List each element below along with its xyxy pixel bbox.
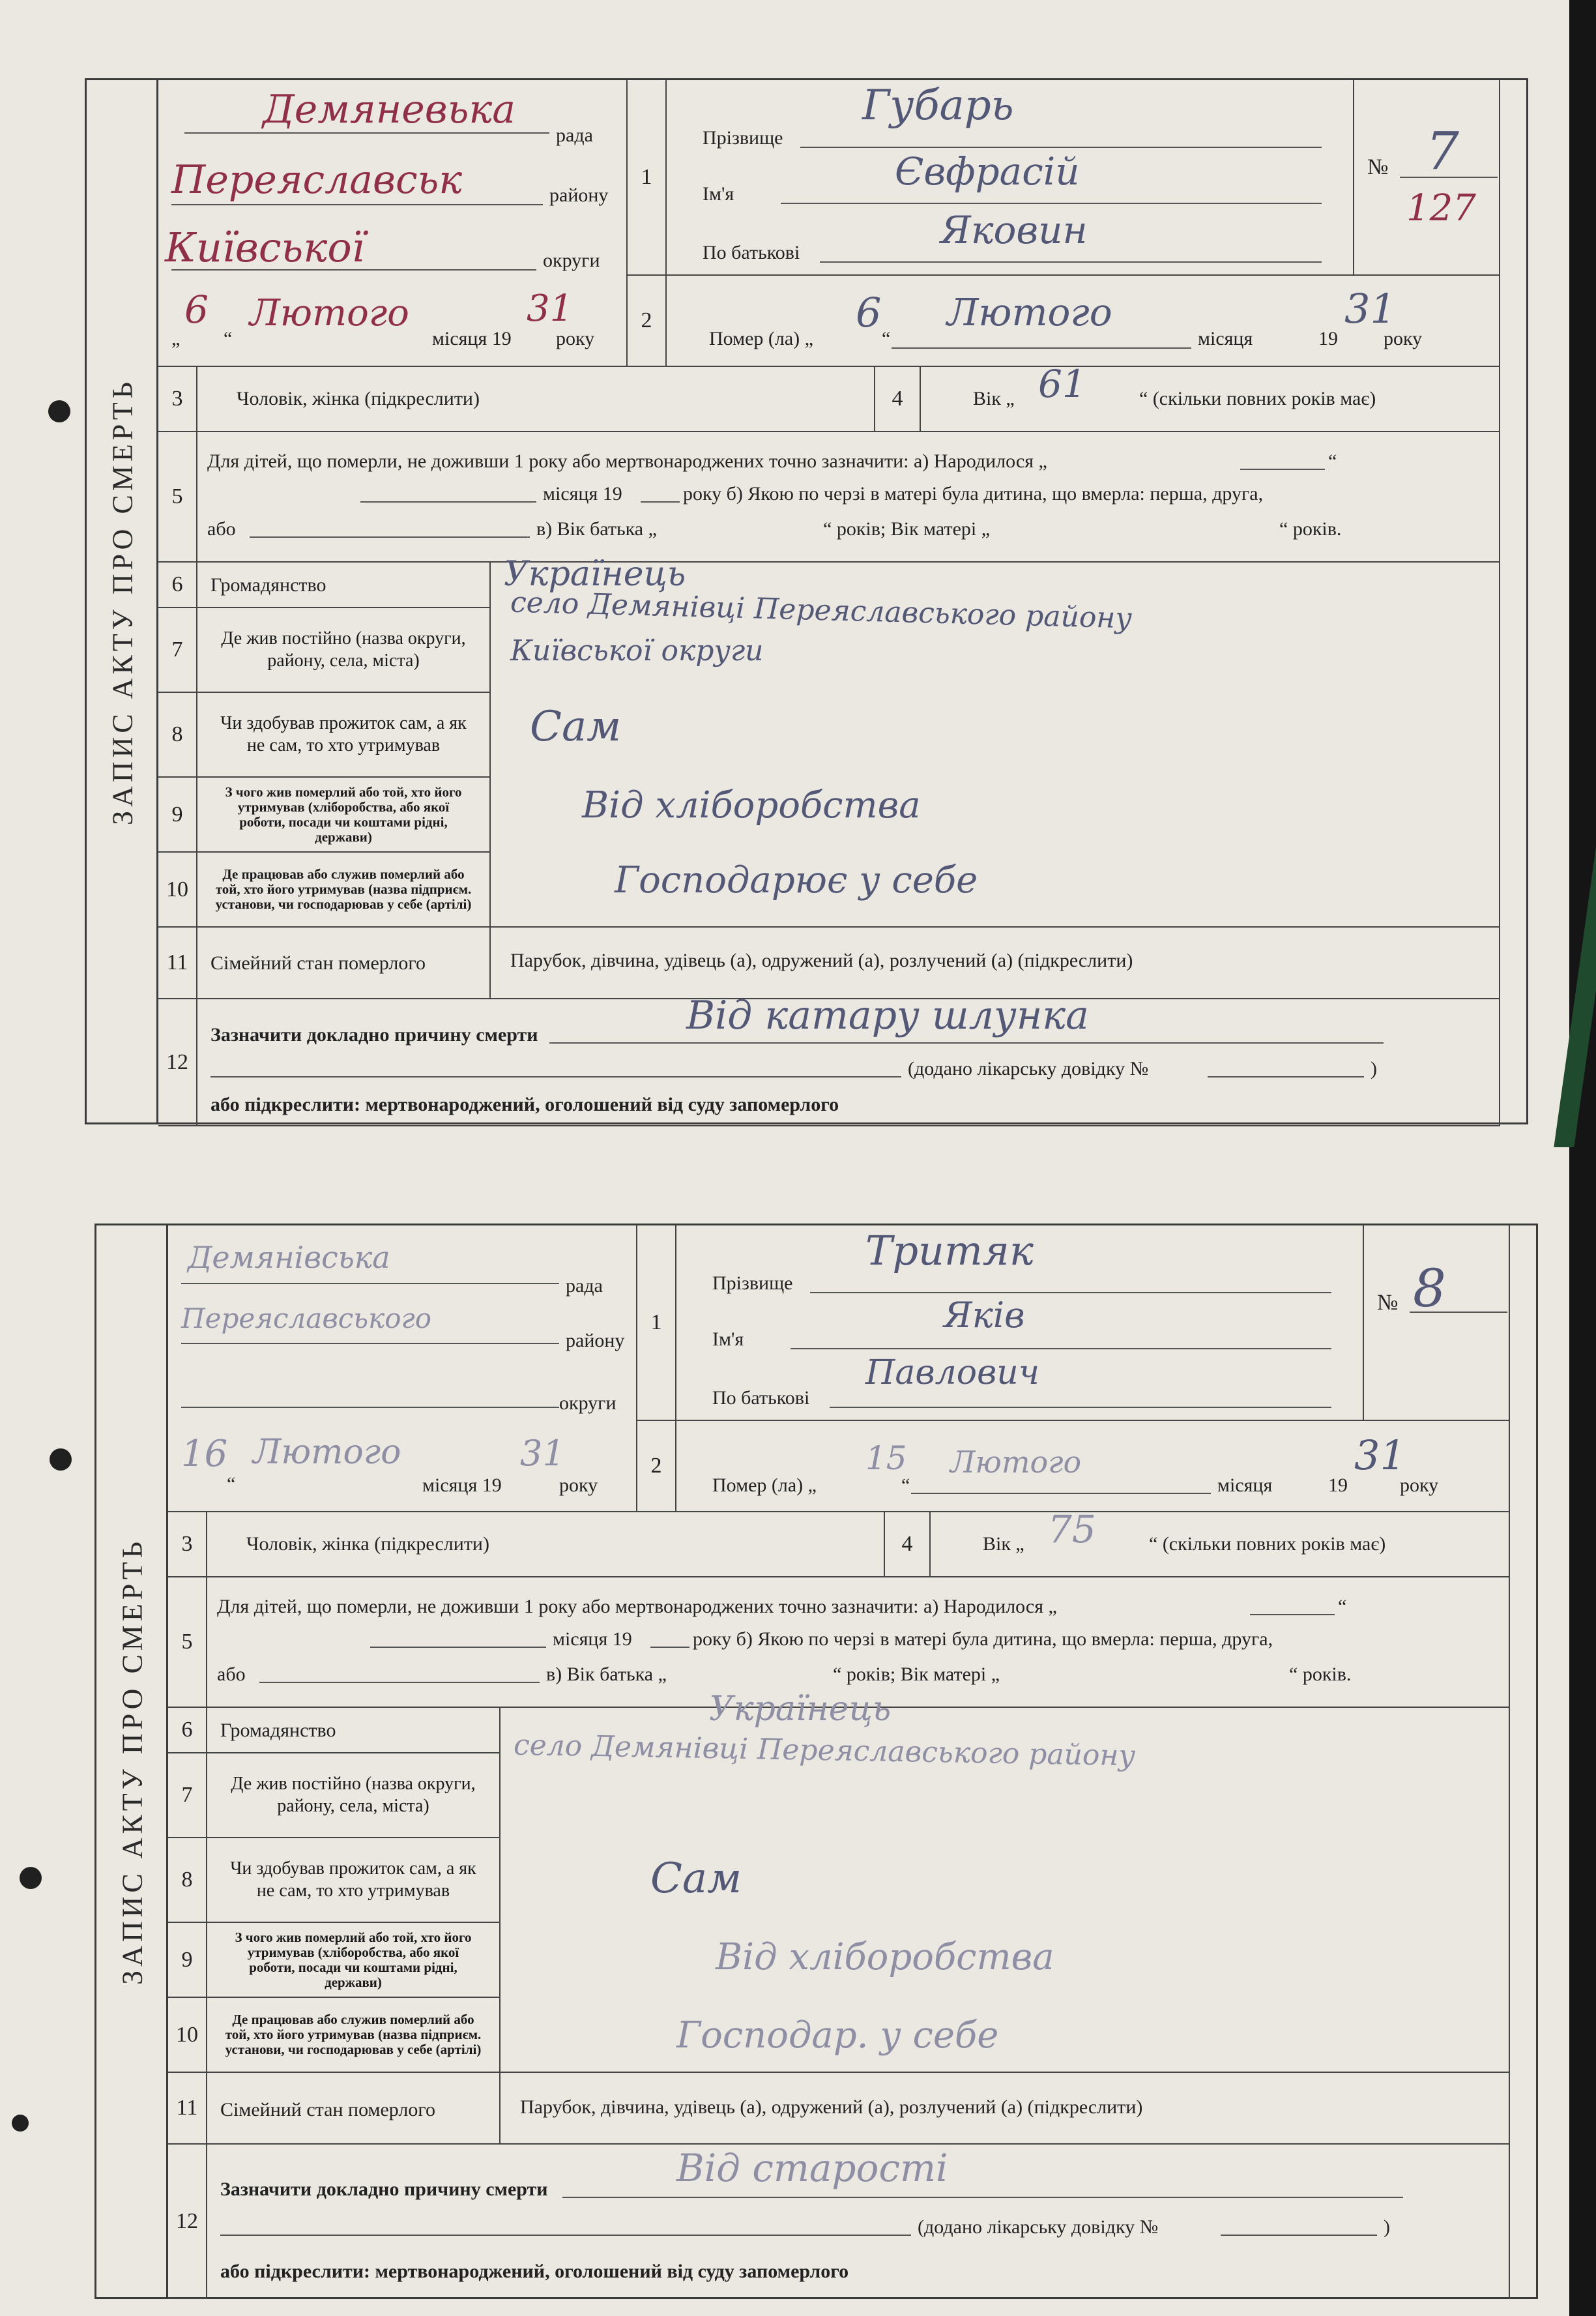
- infant-line-2a: місяця 19: [543, 483, 622, 505]
- row-number: 10: [158, 853, 197, 928]
- residence-value: село Демянівці Переяславського району: [510, 585, 1133, 636]
- rada-label: рада: [556, 125, 593, 146]
- row-number: 1: [637, 1225, 676, 1421]
- row-number: 4: [875, 367, 921, 432]
- citizenship-value: Українець: [709, 1690, 892, 1729]
- medical-certificate-end: ): [1384, 2216, 1390, 2238]
- name-block: [676, 1225, 1364, 1421]
- raion-line: [171, 204, 543, 205]
- record-number-block: [1364, 1225, 1510, 1421]
- infant-line-blank: [1250, 1614, 1335, 1615]
- infant-line-1: Для дітей, що померли, не доживши 1 року або мертвонароджених точно зазначити: а) Народилося „: [207, 450, 1047, 472]
- infant-details-row: Для дітей, що померли, не доживши 1 року або мертвонароджених точно зазначити: а) Народилося „ “ місяця 19 року б) Якою по черзі в матері була дитина, що вмерла: перша, друга, або в) Вік батька „ “ років; Вік матері „ “ років.: [207, 1577, 1510, 1708]
- cause-of-death-row: [207, 2145, 1510, 2299]
- age-label: Вік „: [983, 1533, 1024, 1555]
- patronymic-label: По батькові: [703, 242, 800, 263]
- surname-value: Тритяк: [865, 1227, 1034, 1274]
- death-date-month: Лютого: [950, 1444, 1082, 1480]
- surname-label: Прізвище: [712, 1272, 793, 1294]
- infant-line-3d: “ років.: [1289, 1664, 1352, 1685]
- marital-value: Парубок, дівчина, удівець (а), одружений (а), розлучений (а) (підкреслити): [520, 2096, 1143, 2118]
- citizenship-label-cell: [197, 563, 491, 608]
- livelihood-value: Сам: [650, 1854, 742, 1903]
- row-number: 6: [168, 1708, 207, 1753]
- infant-line-blank: [259, 1682, 540, 1683]
- income-source-value: Від хліборобства: [716, 1936, 1054, 1978]
- marital-label-cell: [197, 928, 491, 999]
- row-number: 11: [168, 2073, 207, 2145]
- infant-line-3a: або: [207, 518, 236, 540]
- raion-value: Переяславськ: [171, 157, 463, 203]
- record-date-misiatsia: місяця 19: [422, 1474, 502, 1496]
- name-line: [781, 203, 1322, 204]
- cause-value: Від старості: [676, 2146, 948, 2190]
- workplace-label: Де працював або служив померлий або той, хто його утримував (назва підприєм. установи, чи господарював у себе (артілі): [197, 853, 491, 928]
- death-record-8: [94, 1224, 1538, 2299]
- surname-label: Прізвище: [703, 127, 783, 149]
- death-date-line: [892, 347, 1191, 349]
- patronymic-line: [830, 1407, 1331, 1408]
- record-date-month: Лютого: [250, 292, 409, 334]
- rada-label: рада: [566, 1275, 603, 1297]
- row-number: 5: [158, 432, 197, 563]
- death-date-row: Помер (ла) „ 6 “ Лютого місяця 19 31 року: [667, 276, 1500, 367]
- residence-label: Де жив постійно (назва округи, району, села, міста): [197, 608, 491, 693]
- name-value: Яків: [944, 1295, 1025, 1336]
- marital-label-cell: [207, 2073, 501, 2145]
- death-date-19: 19: [1318, 328, 1338, 349]
- marital-options: [491, 928, 1500, 999]
- infant-line-3c: “ років; Вік матері „: [833, 1664, 1000, 1685]
- infant-line-blank: [650, 1647, 689, 1648]
- raion-line: [181, 1343, 559, 1344]
- record-side-title: ЗАПИС АКТУ ПРО СМЕРТЬ: [116, 1538, 149, 1985]
- record-number-label: №: [1377, 1291, 1399, 1315]
- row-number: 6: [158, 563, 197, 608]
- infant-line-2b: року б) Якою по черзі в матері була дитина, що вмерла: перша, друга,: [683, 483, 1264, 505]
- row-number: 7: [168, 1753, 207, 1838]
- row-number: 2: [637, 1421, 676, 1512]
- cause-footer: або підкреслити: мертвонароджений, оголошений від суду запомерлого: [220, 2261, 849, 2282]
- death-date-day: 15: [865, 1439, 907, 1477]
- patronymic-line: [820, 261, 1322, 263]
- residence-value: село Демянівці Переяславського району: [513, 1728, 1136, 1773]
- rada-line: [181, 1283, 559, 1284]
- age-label: Вік „: [973, 388, 1015, 409]
- death-date-year: 31: [1354, 1431, 1406, 1479]
- row-number: 1: [628, 80, 667, 276]
- row-number: 3: [158, 367, 197, 432]
- cause-label: Зазначити докладно причину смерти: [210, 1024, 538, 1046]
- registry-office-block: Демянівська рада Переяславського району округи 16 “ Лютого місяця 19 31 року: [168, 1225, 637, 1512]
- citizenship-label-cell: [207, 1708, 501, 1753]
- cause-line-2: [210, 1076, 901, 1077]
- row-number: 4: [885, 1512, 931, 1577]
- infant-line-blank: [1240, 469, 1325, 470]
- okruha-line: [171, 269, 536, 271]
- medical-certificate-line: [1208, 1076, 1364, 1077]
- workplace-value: Господарює у себе: [615, 859, 978, 901]
- rada-value: Демянівська: [188, 1240, 390, 1275]
- okruha-value: Київської: [165, 224, 365, 271]
- cause-value: Від катару шлунка: [686, 993, 1089, 1038]
- record-side-title: ЗАПИС АКТУ ПРО СМЕРТЬ: [106, 377, 139, 825]
- infant-line-3b: в) Вік батька „: [536, 518, 657, 540]
- income-source-label: З чого жив померлий або той, хто його утримував (хліборобства, або якої роботи, посади чи коштами рідні, держави): [197, 778, 491, 853]
- okruha-line: [181, 1407, 559, 1408]
- rada-line: [184, 132, 549, 134]
- livelihood-value: Сам: [530, 703, 622, 751]
- raion-label: району: [549, 184, 609, 206]
- cause-of-death-row: [197, 993, 1500, 1126]
- row-number: 8: [158, 693, 197, 778]
- row-number: 3: [168, 1512, 207, 1577]
- scan-background: [1569, 0, 1596, 2316]
- surname-line: [800, 147, 1322, 148]
- record-date-misiatsia: місяця 19: [432, 328, 512, 349]
- death-record-7: [85, 78, 1528, 1124]
- registry-office-block: Демяневькa рада Переяславськ району Київської округи „ 6 “ Лютого місяця 19 31 року: [158, 80, 628, 367]
- punch-hole: [50, 1448, 72, 1471]
- sex-label: Чоловік, жінка (підкреслити): [237, 388, 480, 409]
- infant-line-3b: в) Вік батька „: [546, 1664, 667, 1685]
- sex-row: [207, 1512, 885, 1577]
- surname-value: Губарь: [862, 81, 1014, 130]
- record-number-extra: 127: [1406, 187, 1476, 229]
- record-date-day: 6: [184, 287, 209, 332]
- row-number: 12: [158, 999, 197, 1126]
- record-date-year: 31: [527, 287, 573, 330]
- record-side-panel: [87, 80, 158, 1122]
- name-value: Євфрасій: [895, 149, 1080, 194]
- record-side-panel: [96, 1225, 168, 2297]
- death-date-year: 31: [1344, 285, 1396, 332]
- cause-line: [549, 1042, 1384, 1044]
- workplace-value: Господар. у себе: [676, 2014, 999, 2057]
- name-line: [791, 1348, 1331, 1349]
- cause-footer: або підкреслити: мертвонароджений, оголошений від суду запомерлого: [210, 1094, 839, 1115]
- medical-certificate-line: [1221, 2235, 1377, 2236]
- record-date-month: Лютого: [253, 1433, 401, 1472]
- surname-line: [810, 1292, 1331, 1293]
- name-label: Ім'я: [703, 183, 734, 205]
- cause-line-2: [220, 2235, 911, 2236]
- death-date-misiatsia: місяця: [1217, 1474, 1273, 1496]
- personal-details-values: [491, 555, 1500, 928]
- age-suffix: “ (скільки повних років має): [1139, 388, 1376, 409]
- record-date-year: 31: [520, 1433, 565, 1474]
- age-row: [931, 1507, 1510, 1577]
- infant-line-2a: місяця 19: [553, 1628, 632, 1650]
- income-source-label: З чого жив померлий або той, хто його утримував (хліборобства, або якої роботи, посади чи коштами рідні, держави): [207, 1923, 501, 1998]
- medical-certificate-label: (додано лікарську довідку №: [908, 1058, 1149, 1079]
- patronymic-value: Павлович: [865, 1353, 1040, 1392]
- age-row: [921, 362, 1500, 432]
- record-date-roku: року: [556, 328, 595, 349]
- record-number-value: 7: [1426, 121, 1459, 181]
- age-value: 75: [1048, 1507, 1096, 1551]
- name-label: Ім'я: [712, 1328, 744, 1350]
- infant-line-blank: [370, 1647, 546, 1648]
- record-number-value: 8: [1413, 1258, 1446, 1319]
- punch-hole: [12, 2115, 29, 2132]
- row-number: 2: [628, 276, 667, 367]
- row-number: 12: [168, 2145, 207, 2299]
- name-block: [667, 80, 1354, 276]
- age-value: 61: [1038, 362, 1086, 406]
- citizenship-label: Громадянство: [220, 1720, 336, 1741]
- infant-line-3c: “ років; Вік матері „: [823, 518, 991, 540]
- death-date-19: 19: [1328, 1474, 1348, 1496]
- personal-details-values: [501, 1690, 1510, 2073]
- raion-value: Переяславського: [181, 1302, 432, 1334]
- residence-value-2: Київської округи: [510, 634, 764, 667]
- record-number-label: №: [1367, 155, 1389, 179]
- marital-options: [501, 2073, 1510, 2145]
- death-date-roku: року: [1400, 1474, 1439, 1496]
- infant-details-row: Для дітей, що померли, не доживши 1 року або мертвонароджених точно зазначити: а) Народилося „ “ місяця 19 року б) Якою по черзі в матері була дитина, що вмерла: перша, друга, або в) Вік батька „ “ років; Вік матері „ “ років.: [197, 432, 1500, 563]
- rada-value: Демяневькa: [263, 87, 515, 132]
- punch-hole: [48, 400, 70, 422]
- okruha-label: округи: [543, 250, 600, 271]
- death-date-label: Помер (ла) „: [712, 1474, 817, 1496]
- death-date-day: 6: [856, 289, 882, 336]
- marital-label: Сімейний стан померлого: [210, 952, 426, 974]
- patronymic-value: Яковин: [940, 208, 1088, 252]
- patronymic-label: По батькові: [712, 1387, 810, 1409]
- sex-row: [197, 367, 875, 432]
- raion-label: району: [566, 1330, 625, 1351]
- record-date-day: 16: [181, 1433, 228, 1475]
- citizenship-value: Українець: [504, 555, 686, 594]
- cause-label: Зазначити докладно причину смерти: [220, 2178, 548, 2200]
- death-date-label: Помер (ла) „: [709, 328, 813, 349]
- death-date-row: Помер (ла) „ 15 “ Лютого місяця 19 31 року: [676, 1421, 1510, 1512]
- citizenship-label: Громадянство: [210, 574, 326, 596]
- row-number: 10: [168, 1998, 207, 2073]
- row-number: 7: [158, 608, 197, 693]
- medical-certificate-end: ): [1371, 1058, 1377, 1079]
- death-date-roku: року: [1384, 328, 1423, 349]
- death-date-month: Лютого: [947, 290, 1112, 334]
- marital-label: Сімейний стан померлого: [220, 2099, 435, 2120]
- row-number: 9: [168, 1923, 207, 1998]
- livelihood-label: Чи здобував прожиток сам, а як не сам, то хто утримував: [207, 1838, 501, 1923]
- infant-line-3d: “ років.: [1279, 518, 1342, 540]
- marital-value: Парубок, дівчина, удівець (а), одружений (а), розлучений (а) (підкреслити): [510, 950, 1133, 971]
- infant-line-1: Для дітей, що померли, не доживши 1 року або мертвонароджених точно зазначити: а) Народилося „: [217, 1596, 1057, 1617]
- record-number-block: [1354, 80, 1500, 276]
- infant-line-2b: року б) Якою по черзі в матері була дитина, що вмерла: перша, друга,: [693, 1628, 1273, 1650]
- infant-line-blank: [641, 501, 680, 503]
- livelihood-label: Чи здобував прожиток сам, а як не сам, то хто утримував: [197, 693, 491, 778]
- death-date-line: [911, 1493, 1211, 1494]
- workplace-label: Де працював або служив померлий або той, хто його утримував (назва підприєм. установи, чи господарював у себе (артілі): [207, 1998, 501, 2073]
- row-number: 8: [168, 1838, 207, 1923]
- income-source-value: Від хліборобства: [582, 784, 921, 827]
- row-number: 5: [168, 1577, 207, 1708]
- medical-certificate-label: (додано лікарську довідку №: [918, 2216, 1159, 2238]
- okruha-label: округи: [559, 1392, 617, 1414]
- record-date-roku: року: [559, 1474, 598, 1496]
- infant-line-blank: [360, 501, 536, 503]
- age-suffix: “ (скільки повних років має): [1149, 1533, 1386, 1555]
- infant-line-blank: [250, 536, 530, 538]
- row-number: 9: [158, 778, 197, 853]
- residence-label: Де жив постійно (назва округи, району, села, міста): [207, 1753, 501, 1838]
- sex-label: Чоловік, жінка (підкреслити): [246, 1533, 489, 1555]
- death-date-misiatsia: місяця: [1198, 328, 1253, 349]
- row-number: 11: [158, 928, 197, 999]
- cause-line: [562, 2197, 1403, 2198]
- infant-line-3a: або: [217, 1664, 246, 1685]
- punch-hole: [20, 1867, 42, 1889]
